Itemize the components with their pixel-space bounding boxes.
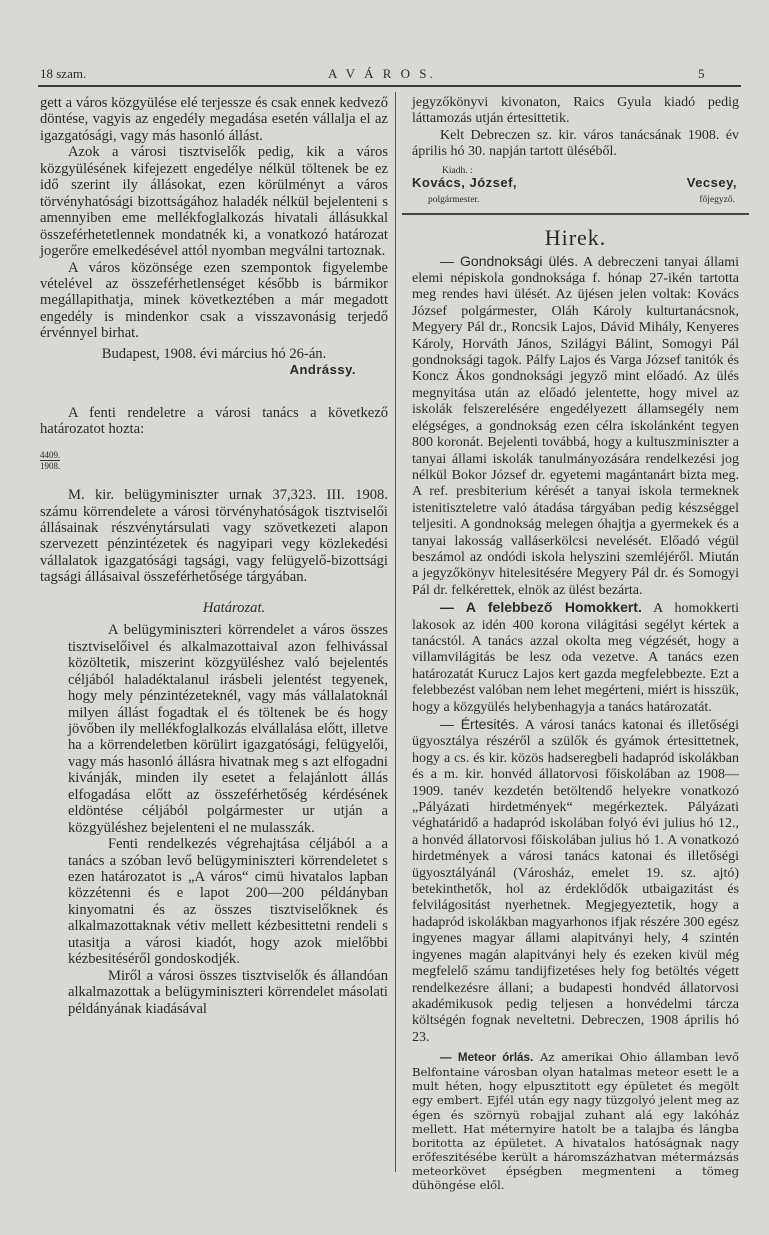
news-item: — Meteor órlás. Az amerikai Ohio államban levő Belfontaine városban olyan hatalmas meteor esett le a mult héten, hogy elpusztitott egy épületet és megölt egy embert. Ejfél után egy nagy tüzgolyó jelent meg az égen és szörnyü robajjal zuhant alá egy lakóház mellett. Hat méternyire hatolt be a talajba és lángba boritotta az épületet. A hivatalos hatóságnak nagy erőfeszitésébe került a háromszázhatvan métermázsás meteorkövet épségben megmenteni a tömeg dühöngése elől.: [412, 1050, 739, 1192]
section-rule: [402, 213, 749, 215]
news-section-title: Hirek.: [544, 224, 607, 250]
signature-left-title: polgármester.: [428, 194, 480, 205]
signature-right-title: főjegyző.: [699, 194, 735, 205]
paragraph: A belügyminiszteri körrendelet a város összes tisztviselőivel és alkalmazottaival azon felhivással közöltetik, miszerint közgyüléshez való bejelentés céljából haladéktalanul irásbeli jelentést tegyenek, hogy mely pénzintézeteknél, vagy más vállalatoknál milyen állást fogadtak el és töltenek be és hogy jövőben ily mellékfoglalkozás elvállalása előtt, illetve ha a körrendeletben körülirt igazgatósági, felügyelői, vagy más hasonló állásra hivatnak meg s azt elfogadni kivánják, minden ily esetet a felajánlott állás elfogadása előtt az összeférhetőség kérdésének eldöntése céljából polgármester ur utján a közgyüléshez bejelenteni el ne mulasszák.: [68, 622, 388, 836]
news-item: — A felebbező Homokkert. A homokkerti lakosok az idén 400 korona világitási segélyt kértek a tanácstól. A tanács azzal okolta meg végzését, hogy a villamvilágitás be lesz oda vezetve. A tanács ezen határozatát Kurucz Lajos kert gazda megfelebbezte. Ezt a felebbezést valóban nem lehet megérteni, miért is hisszük, hogy a közgyülés helybenhagyja a tanács határozatát.: [412, 599, 739, 715]
signature: Andrássy.: [289, 362, 356, 378]
right-column: [412, 95, 739, 1192]
paragraph: Azok a városi tisztviselők pedig, kik a város közgyülésének kifejezett engedélye nélkül töltenek be ez idő szerint ily állásokat, ezen körülményt a város törvényhatósági bizottságához haladék nélkül bejelenteni s amennyiben eme mellékfoglalkozás hivatali állásukkal összeférhetetlennek mondatnék ki, a vonatkozó határozat jogerőre emelkedésével attól nyomban megválni tartoznak.: [40, 144, 388, 260]
paragraph: gett a város közgyülése elé terjessze és csak ennek kedvező döntése, vagyis az engedély megadása esetén vállalja el az igazgatósági, vagy más hasonló állást.: [40, 95, 388, 144]
paragraph: M. kir. belügyminiszter urnak 37,323. III. 1908. számu körrendelete a városi törvényhatóságok tisztviselői állásainak részvénytársulati vagy szövetkezeti alapon szervezett pénzintézetek és nagyipari vegy közlekedési vállalatok igazgatósági tagsági, vagy felügyelő-bizottsági tagsági állásaival összeférhetősége tárgyában.: [40, 487, 388, 586]
kiadh-label: Kiadh. :: [442, 165, 473, 176]
paragraph: Kelt Debreczen sz. kir. város tanácsának 1908. év április hó 30. napján tartott üléséből.: [412, 127, 739, 160]
column-divider: [395, 92, 396, 1172]
signature-left-name: Kovács, József,: [412, 174, 518, 190]
paragraph: A fenti rendeletre a városi tanács a következő határozatot hozta:: [40, 404, 388, 438]
dateline: Budapest, 1908. évi március hó 26-án.: [101, 345, 327, 362]
signatures: [412, 161, 739, 209]
header-rule: [38, 85, 741, 87]
ref-number: 4409.: [40, 449, 61, 460]
news-item: — Gondnoksági ülés. A debreczeni tanyai állami elemi népiskola gondnoksága f. hónap 27-ikén tartotta meg rendes havi ülését. Az üjésen jelen voltak: Kovács József polgármester, Oláh Károly kulturtanácsnok, Megyery Pál dr., Roncsik Lajos, Dávid Mihály, Kenyeres Károly, Horváth János, Szilágyi Bálint, Somogyi Pál gondnoksági tagok. Pálfy Lajos és Varga József tanitók és Koncz Ákos gondnoksági jegyző mint előadó. Az ülés megnyitása után az előadó jelentette, hogy mivel az iskolák felszerelésére engedélyezett államsegély nem elégséges, a gondnokság ezen célra iskolánként tegyen 800 koronát. Bejelenti továbbá, hogy a kultuszminiszter a tanyai állami iskolák tanulmányozására rendelkezési jog nélkül Bokor József dr. egyetemi magántanárt bizta meg. A ref. presbiterium kérését a tanyai iskola termeknek istenitiszteletre való átadása tárgyában pedig készséggel teljesiti. A gondnokság melegen óhajtja a gyermekek és a tanyai lakosság valláserkölcsi nevelését. Előadó végül beszámol az ondódi iskola helyszini szemléjéről. Miután a jegyzőkönyv hitelesitésére Megyery Pál dr. és Somogyi Pál dr. felkérettek, elnök az ülést bezárta.: [412, 252, 739, 598]
paragraph: jegyzőkönyvi kivonaton, Raics Gyula kiadó pedig láttamozás utján értesittetik.: [412, 95, 739, 127]
paragraph: Miről a városi összes tisztviselők és állandóan alkalmazottak a belügyminiszteri körrendelet másolati példányának kiadásával: [68, 967, 388, 1017]
newspaper-title: A V Á R O S.: [328, 66, 436, 81]
page-number: 5: [698, 66, 705, 81]
news-item: — Értesités. A városi tanács katonai és illetőségi ügyosztálya részéről a szülők és gyámok értesittetnek, hogy a cs. és kir. közös hadseregbeli hadapród iskolákban és a m. kir. honvéd állatorvosi főiskolában az 1908—1909. tanév kezdetén betöltendő helyekre vonatkozó „Pályázati hirdetmények“ megérkeztek. Pályázati véghatáridő a hadapród iskolában folyó évi julius hó 12., a honvéd állatorvosi főiskolában julius hó 1. A vonatkozó hirdetmények a városi tanács katonai és illetőségi ügyosztályánál (Városház, emelet 19. sz. ajtó) betekinthetők, hol az érdeklődők utbaigazitást és felvilágositást nyerhetnek. Megjegyeztetik, hogy a hadapród iskolákban magyarhonos ifjak részére 300 egész ingyenes magyar állami alapitványi hely, 4 szintén ingyenes magán alapitványi hely és ezeken kivül még megfelelő számu tandijfizetéses hely fog betöltés végett rendelkezésre állani; a budapesti hondvéd állatorvosi akadémikusok pedig teljesen a honvédelmi tárcza költségén fognak neveltetni. Debreczen, 1908 április hó 23.: [412, 716, 739, 1045]
issue-number: 18 szam.: [40, 66, 87, 81]
left-column: [40, 95, 388, 1017]
paragraph: A város közönsége ezen szempontok figyelembe vételével az összeférhetlenséget később is bármikor megállapithatja, minek következtében a már megadott engedély is mindenkor csak a visszavonásig terjedő érvénnyel birhat.: [40, 259, 388, 342]
section-heading: Határozat.: [202, 599, 266, 616]
reference-number: [40, 450, 388, 473]
ref-year: 1908.: [40, 460, 61, 471]
signature-right-name: Vecsey,: [686, 174, 737, 190]
paragraph: Fenti rendelkezés végrehajtása céljából a a tanács a szóban levő belügyminiszteri körrendeletet s ezen határozatot is „A város“ cimü hivatalos lapban közzétenni és e lapot 200—200 példányban kinyomatni és az összes tisztviselőknek és alkalmazottaknak vétiv mellett kézbesittetni rendeli s utasitja a városi kiadót, hogy azok mielőbbi kézbesitéséről gondoskodjék.: [68, 836, 388, 968]
